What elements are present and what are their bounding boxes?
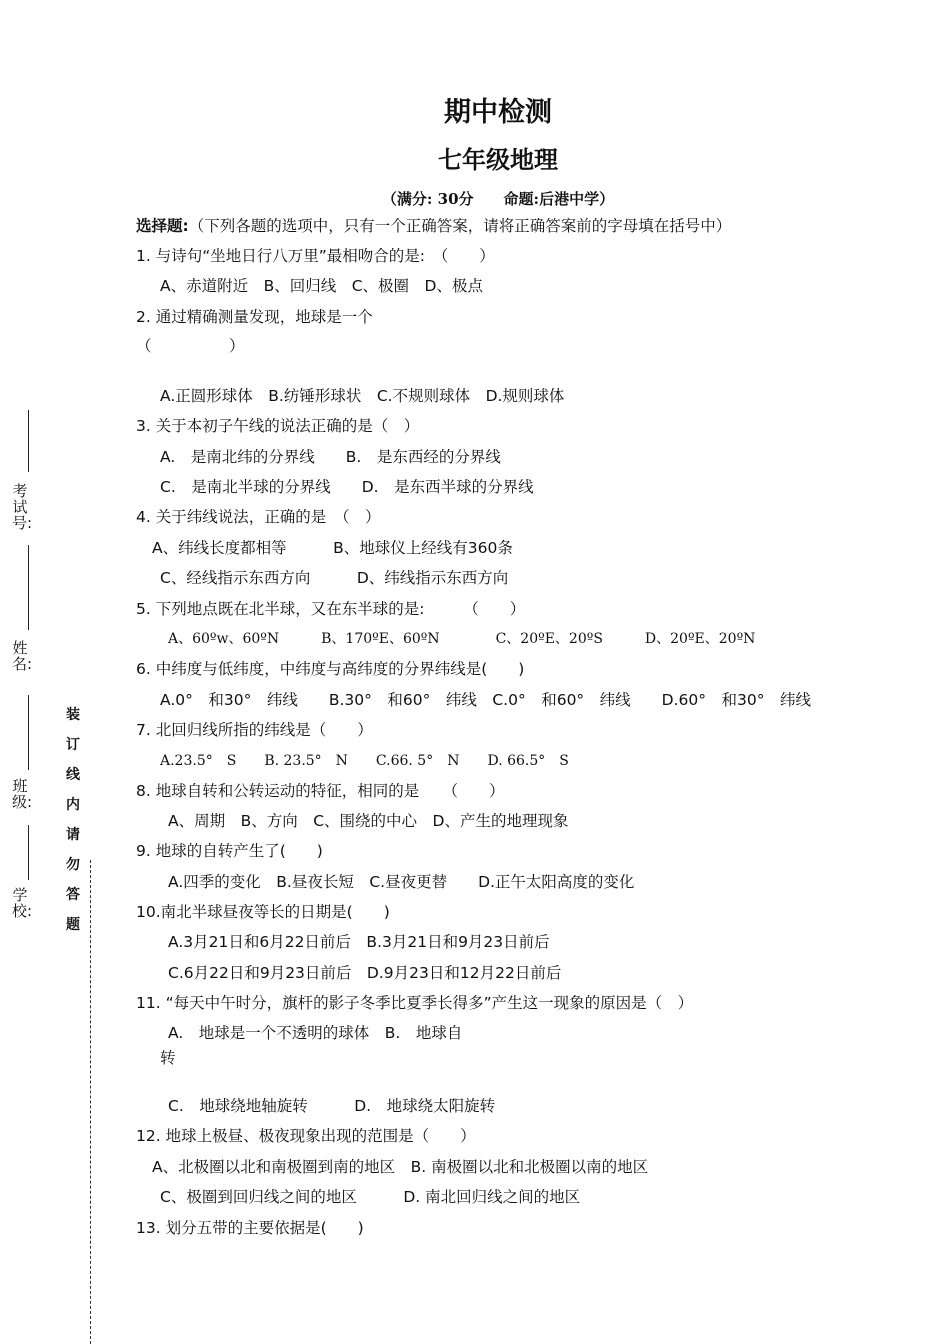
question-10-options-cd: C.6月22日和9月23日前后 D.9月23日和12月22日前后: [168, 964, 562, 982]
question-1-options: A、赤道附近 B、回归线 C、极圈 D、极点: [160, 277, 483, 295]
question-11-options-ab: A. 地球是一个不透明的球体 B. 地球自: [168, 1024, 463, 1042]
school-label: 学校:: [12, 886, 33, 920]
question-4: 4. 关于纬线说法，正确的是 （ ）: [136, 508, 381, 526]
exam-no-label: 考试号:: [12, 482, 33, 532]
question-6: 6. 中纬度与低纬度，中纬度与高纬度的分界纬线是( ): [136, 660, 525, 678]
question-4-options-ab: A、纬线长度都相等 B、地球仪上经线有360条: [152, 539, 513, 557]
question-4-options-cd: C、经线指示东西方向 D、纬线指示东西方向: [160, 569, 509, 587]
page-title: 期中检测: [444, 97, 552, 128]
question-12-options-ab: A、北极圈以北和南极圈到南的地区 B. 南极圈以北和北极圈以南的地区: [152, 1158, 649, 1176]
question-13: 13. 划分五带的主要依据是( ): [136, 1219, 364, 1237]
exam-no-line: [28, 410, 29, 472]
question-6-options: A.0° 和30° 纬线 B.30° 和60° 纬线 C.0° 和60° 纬线 D.60° 和30° 纬线: [160, 691, 811, 709]
section-label: 选择题:: [136, 217, 189, 235]
class-label: 班级:: [12, 777, 33, 811]
question-9: 9. 地球的自转产生了( ): [136, 842, 323, 860]
section-instruction: （下列各题的选项中，只有一个正确答案，请将正确答案前的字母填在括号中）: [188, 217, 732, 235]
binding-note: 装订线内请勿答题: [66, 707, 80, 933]
question-8-options: A、周期 B、方向 C、围绕的中心 D、产生的地理现象: [168, 812, 569, 830]
page-subtitle: 七年级地理: [438, 145, 558, 174]
question-11-options-cd: C. 地球绕地轴旋转 D. 地球绕太阳旋转: [168, 1097, 496, 1115]
question-11-options-wrap: 转: [160, 1049, 176, 1067]
question-10: 10.南北半球昼夜等长的日期是( ): [136, 903, 390, 921]
question-3: 3. 关于本初子午线的说法正确的是（ ）: [136, 417, 420, 435]
name-line: [28, 545, 29, 630]
question-11: 11. “每天中午时分，旗杆的影子冬季比夏季长得多”产生这一现象的原因是（ ）: [136, 994, 694, 1012]
question-2-bracket: （ ）: [136, 337, 245, 355]
question-10-options-ab: A.3月21日和6月22日前后 B.3月21日和9月23日前后: [168, 933, 550, 951]
question-2-options: A.正圆形球体 B.纺锤形球状 C.不规则球体 D.规则球体: [160, 387, 565, 405]
question-7: 7. 北回归线所指的纬线是（ ）: [136, 721, 373, 739]
question-3-options-ab: A. 是南北纬的分界线 B. 是东西经的分界线: [160, 448, 501, 466]
name-label: 姓名:: [12, 639, 33, 673]
class-line: [28, 695, 29, 770]
section-heading: [136, 215, 731, 237]
question-3-options-cd: C. 是南北半球的分界线 D. 是东西半球的分界线: [160, 478, 534, 496]
question-8: 8. 地球自转和公转运动的特征，相同的是 （ ）: [136, 782, 505, 800]
question-2: 2. 通过精确测量发现，地球是一个: [136, 308, 373, 326]
question-12-options-cd: C、极圈到回归线之间的地区 D. 南北回归线之间的地区: [160, 1188, 581, 1206]
school-line: [28, 825, 29, 880]
question-5: 5. 下列地点既在北半球，又在东半球的是: （ ）: [136, 600, 526, 618]
binding-dashed-line: [90, 860, 91, 1344]
question-7-options: A.23.5° S B. 23.5° N C.66. 5° N D. 66.5° S: [160, 753, 569, 769]
question-12: 12. 地球上极昼、极夜现象出现的范围是（ ）: [136, 1127, 476, 1145]
question-9-options: A.四季的变化 B.昼夜长短 C.昼夜更替 D.正午太阳高度的变化: [168, 873, 635, 891]
question-1: 1. 与诗句“坐地日行八万里”最相吻合的是: （ ）: [136, 247, 495, 265]
exam-info: （满分: 30分 命题:后港中学）: [381, 190, 615, 208]
question-5-options: A、60ºw、60ºN B、170ºE、60ºN C、20ºE、20ºS D、20ºE、20ºN: [168, 631, 756, 647]
